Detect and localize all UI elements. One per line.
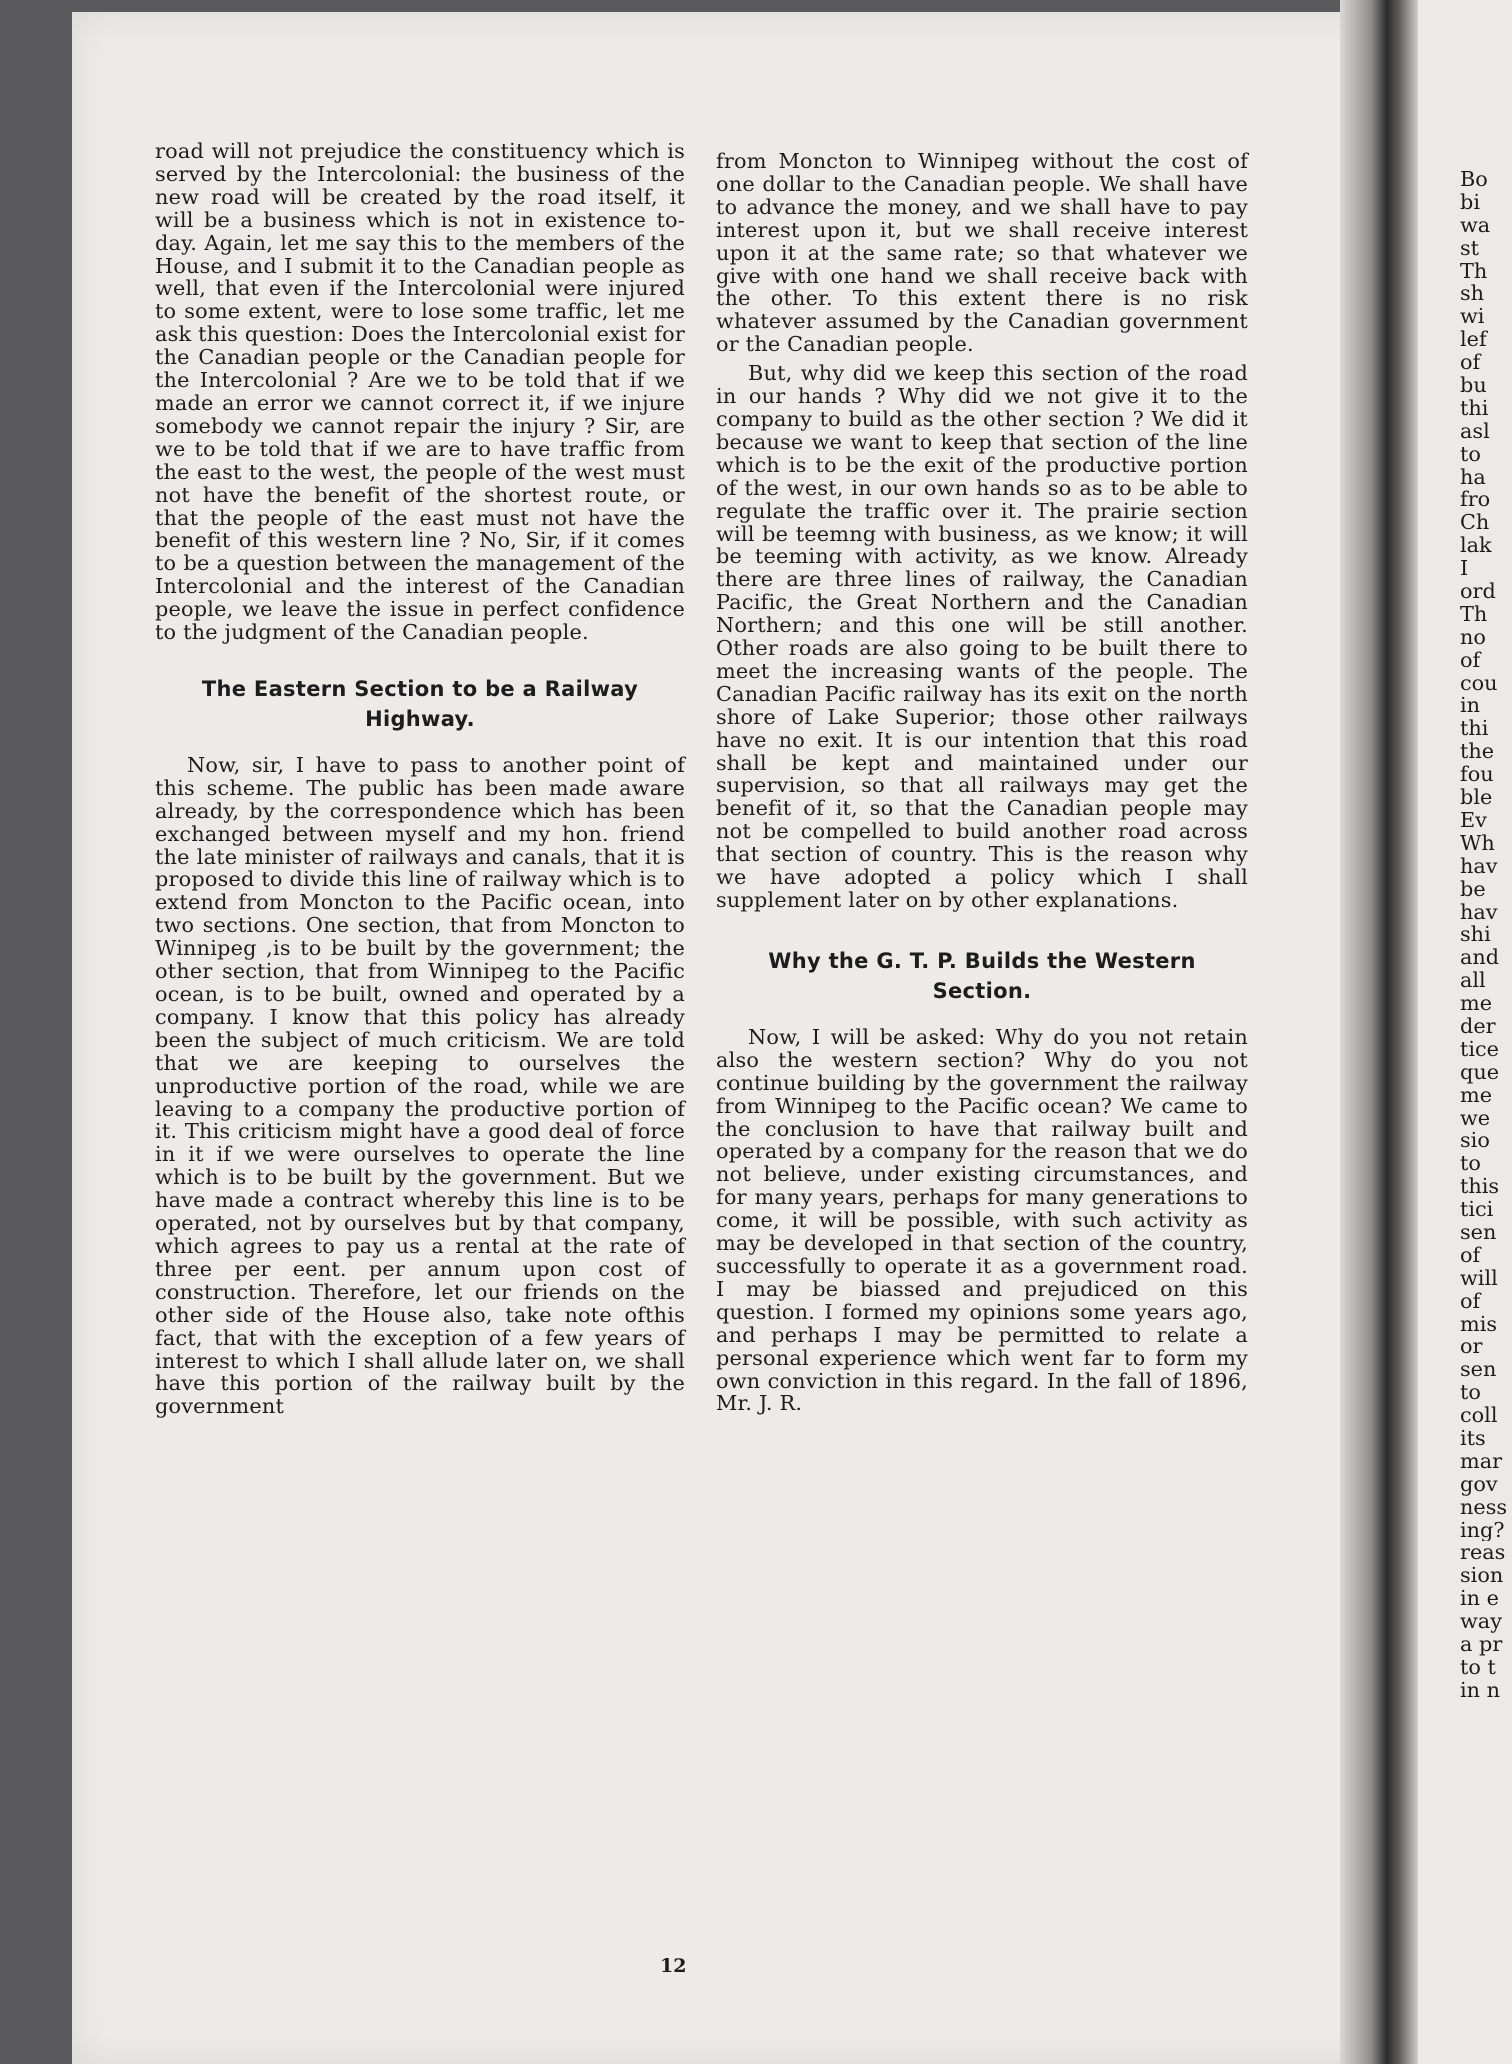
right-page-fragment: tici [1460,1198,1494,1221]
right-page-fragment: sio [1460,1129,1490,1153]
right-page-fragment: sion [1460,1564,1504,1588]
right-page-fragment: coll [1460,1404,1498,1427]
right-page-fragment: Th [1460,602,1488,626]
section-heading: Why the G. T. P. Builds the Western Section. [768,948,1196,1003]
right-page-fragment: ness [1460,1495,1508,1519]
middle-text-column [716,150,1248,1415]
right-page-fragment: mis [1460,1312,1498,1336]
right-page-fragment: tice [1460,1037,1499,1061]
right-page-fragment: Ch [1460,511,1490,535]
right-page-fragment: lak [1460,534,1492,558]
right-page-fragment: cou [1460,671,1498,695]
right-page-fragment: and [1460,946,1500,970]
right-page-fragment: ble [1460,786,1493,809]
right-page-fragment: mar [1460,1449,1503,1473]
right-page-fragment: to [1460,1152,1481,1176]
right-page-fragment: this [1460,1175,1500,1199]
right-page-fragment: bu [1460,374,1487,397]
right-page-fragment: thi [1460,396,1489,420]
right-page-fragment: fro [1460,488,1491,512]
right-page-fragment: all [1460,969,1486,993]
right-page-fragment: Th [1460,259,1488,283]
right-page-fragment: ord [1460,580,1496,603]
right-page-fragment: que [1460,1060,1500,1084]
right-page-fragment: shi [1460,923,1491,947]
right-page-text-fragments [1460,168,1512,1702]
right-page-fragment: of [1460,1243,1481,1267]
right-page-fragment: no [1460,625,1486,649]
right-page-fragment: to [1460,442,1481,466]
right-page-fragment: Ev [1460,808,1487,832]
right-page-fragment: thi [1460,717,1489,741]
right-page-fragment: be [1460,877,1486,901]
right-page-fragment: reas [1460,1541,1506,1565]
right-page-fragment: bi [1460,190,1480,214]
right-page-fragment: sh [1460,282,1485,306]
right-page-fragment: a pr [1460,1633,1503,1656]
right-page-fragment: in e [1460,1587,1499,1611]
right-page-fragment: will [1460,1266,1498,1290]
right-page-fragment: me [1460,992,1493,1015]
right-page-fragment: der [1460,1014,1496,1038]
right-page-fragment: its [1460,1426,1486,1450]
section-heading: The Eastern Section to be a Railway Highway. [201,676,639,731]
right-page-fragment: of [1460,648,1481,672]
right-page-fragment: in n [1460,1678,1501,1702]
right-page-fragment: asl [1460,419,1490,443]
right-page-fragment: sen [1460,1358,1497,1382]
right-page-fragment: ha [1460,465,1486,489]
right-page-fragment: ing? [1460,1518,1505,1542]
left-text-column [155,140,685,1418]
right-page-fragment: lef [1460,328,1487,352]
right-page-fragment: sen [1460,1220,1497,1244]
right-page-fragment: to [1460,1381,1481,1405]
right-page-fragment: me [1460,1083,1493,1107]
right-page-fragment: fou [1460,763,1494,787]
page-number: 12 [660,1955,687,1977]
right-page-fragment: st [1460,236,1480,260]
right-page-fragment: gov [1460,1472,1498,1496]
right-page-fragment: Bo [1460,168,1488,191]
right-page-fragment: hav [1460,900,1498,924]
paragraph: But, why did we keep this section of the road in our hands ? Why did we not give it to the company to build as the other section ? We did it because we want to keep that section of the line which is to be the exit of the productive portion of the west, in our own hands so as to be able to regulate the traffic over it. The prairie section will be teemng with business, as we know; it will be teeming with activity, as we know. Already there are three lines of railway, the Canadian Pacific, the Great Northern and the Canadian Northern; and this one will be still another. Other roads are also going to be built there to meet the increasing wants of the people. The Canadian Pacific railway has its exit on the north shore of Lake Superior; those other railways have no exit. It is our intention that this road shall be kept and maintained under our supervision, so that all railways may get the benefit of it, so that the Canadian people may not be compelled to build another road across that section of country. This is the reason why we have adopted a policy which I shall supplement later on by other explanations. [716,361,1248,912]
paragraph: Now, I will be asked: Why do you not retain also the western section? Why do you not continue building by the government the railway from Winnipeg to the Pacific ocean? We came to the conclusion to have that railway built and operated by a company for the reason that we do not believe, under existing circumstances, and for many years, perhaps for many generations to come, it will be possible, with such activity as may be developed in that section of the country, successfully to operate it as a government road. I may be biassed and prejudiced on this question. I formed my opinions some years ago, and perhaps I may be permitted to relate a personal experience which went far to form my own conviction in this regard. In the fall of 1896, Mr. J. R. [716,1024,1248,1416]
right-page-fragment: of [1460,351,1481,375]
right-page-fragment: of [1460,1289,1481,1313]
right-page-fragment: wi [1460,305,1485,329]
right-page-fragment: to t [1460,1655,1496,1679]
right-page-fragment: or [1460,1335,1483,1359]
book-binding [1340,0,1418,2064]
right-page-fragment: we [1460,1106,1491,1130]
right-page-fragment: in [1460,694,1481,718]
paragraph: Now, sir, I have to pass to another point of this scheme. The public has been made aware already, by the correspondence which has been exchanged between myself and my hon. friend the late minister of railways and canals, that it is proposed to divide this line of railway which is to extend from Moncton to the Pacific ocean, into two sections. One section, that from Moncton to Winnipeg ,is to be built by the government; the other section, that from Winnipeg to the Pacific ocean, is to be built, owned and operated by a company. I know that this policy has already been the subject of much criticism. We are told that we are keeping to ourselves the unproductive portion of the road, while we are leaving to a company the productive portion of it. This criticism might have a good deal of force in it if we were ourselves to operate the line which is to be built by the government. But we have made a contract whereby this line is to be operated, not by ourselves but by that company, which agrees to pay us a rental at the rate of three per eent. per annum upon cost of construction. Therefore, let our friends on the other side of the House also, take note ofthis fact, that with the exception of a few years of interest to which I shall allude later on, we shall have this portion of the railway built by the government [155,752,685,1419]
right-page-fragment: wa [1460,213,1491,237]
paragraph: from Moncton to Winnipeg without the cost of one dollar to the Canadian people. We shall have to advance the money, and we shall have to pay interest upon it, but we shall receive interest upon it at the same rate; so that whatever we give with one hand we shall receive back with the other. To this extent there is no risk whatever assumed by the Canadian government or the Canadian people. [716,149,1248,357]
right-page-fragment: Wh [1460,831,1495,855]
right-page-fragment: I [1460,557,1469,581]
right-page-fragment: hav [1460,854,1498,878]
right-page-fragment: way [1460,1610,1502,1633]
right-page-fragment: the [1460,740,1495,764]
paragraph: road will not prejudice the constituency which is served by the Intercolonial: the business of the new road will be created by the road itself, it will be a business which is not in existence to-day. Again, let me say this to the members of the House, and I submit it to the Canadian people as well, that even if the Intercolonial were injured to some extent, were to lose some traffic, let me ask this question: Does the Intercolonial exist for the Canadian people or the Canadian people for the Intercolonial ? Are we to be told that if we made an error we cannot correct it, if we injure somebody we cannot repair the injury ? Sir, are we to be told that if we are to have traffic from the east to the west, the people of the west must not have the benefit of the shortest route, or that the people of the east must not have the benefit of this western line ? No, Sir, if it comes to be a question between the management of the Intercolonial and the interest of the Canadian people, we leave the issue in perfect confidence to the judgment of the Canadian people. [155,139,685,645]
